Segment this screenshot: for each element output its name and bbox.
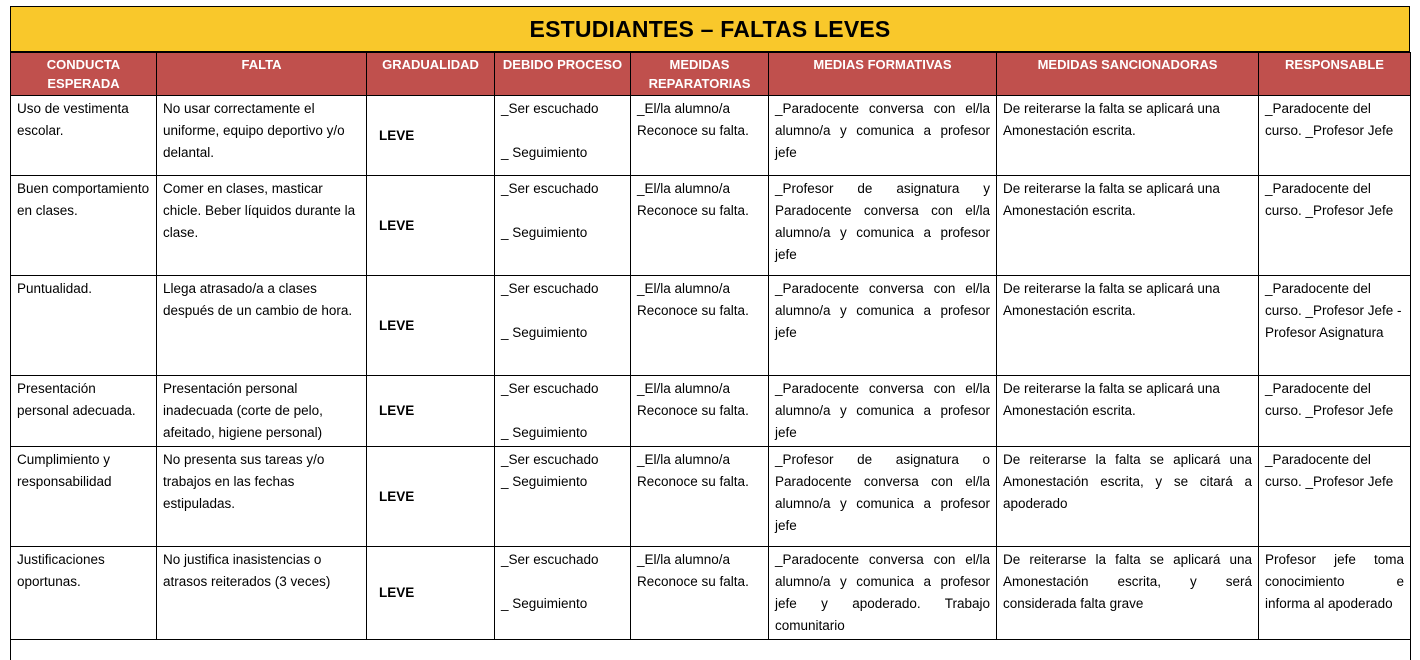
table-row bbox=[11, 447, 1411, 547]
table-row bbox=[11, 176, 1411, 276]
cell-sancionadora: De reiterarse la falta se aplicará una Amonestación escrita, y se citará a apoderado bbox=[997, 447, 1259, 547]
cell-reparatoria: _El/la alumno/a Reconoce su falta. bbox=[631, 447, 769, 547]
cell-responsable: _Paradocente del curso. _Profesor Jefe - Profesor Asignatura bbox=[1259, 276, 1411, 376]
cell-reparatoria: _El/la alumno/a Reconoce su falta. bbox=[631, 176, 769, 276]
table-row bbox=[11, 96, 1411, 176]
debido-seguimiento: _ Seguimiento bbox=[501, 474, 588, 489]
debido-escuchado: _Ser escuchado bbox=[501, 452, 599, 467]
cell-gradualidad: LEVE bbox=[367, 276, 495, 376]
header-medias-formativas: MEDIAS FORMATIVAS bbox=[769, 53, 997, 96]
header-medidas-sancionadoras: MEDIDAS SANCIONADORAS bbox=[997, 53, 1259, 96]
cell-sancionadora: De reiterarse la falta se aplicará una Amonestación escrita, y será considerada falta grave bbox=[997, 547, 1259, 640]
cell-responsable: _Paradocente del curso. _Profesor Jefe bbox=[1259, 376, 1411, 447]
cell-sancionadora: De reiterarse la falta se aplicará una Amonestación escrita. bbox=[997, 376, 1259, 447]
cell-responsable: _Paradocente del curso. _Profesor Jefe bbox=[1259, 176, 1411, 276]
debido-seguimiento: _ Seguimiento bbox=[501, 145, 588, 160]
debido-escuchado: _Ser escuchado bbox=[501, 281, 599, 296]
cell-debido-proceso bbox=[495, 176, 631, 276]
cell-gradualidad: LEVE bbox=[367, 547, 495, 640]
cell-formativa: _Paradocente conversa con el/la alumno/a y comunica a profesor jefe bbox=[769, 276, 997, 376]
debido-seguimiento: _ Seguimiento bbox=[501, 325, 588, 340]
cell-reparatoria: _El/la alumno/a Reconoce su falta. bbox=[631, 547, 769, 640]
table-row-blank bbox=[11, 640, 1411, 660]
cell-responsable: Profesor jefe toma conocimiento e informa al apoderado bbox=[1259, 547, 1411, 640]
cell-conducta: Puntualidad. bbox=[11, 276, 157, 376]
cell-debido-proceso bbox=[495, 447, 631, 547]
cell-gradualidad: LEVE bbox=[367, 176, 495, 276]
table-title: ESTUDIANTES – FALTAS LEVES bbox=[529, 15, 891, 42]
cell-formativa: _Paradocente conversa con el/la alumno/a y comunica a profesor jefe bbox=[769, 376, 997, 447]
cell-debido-proceso bbox=[495, 276, 631, 376]
header-conducta: CONDUCTA ESPERADA bbox=[11, 53, 157, 96]
cell-falta: No presenta sus tareas y/o trabajos en las fechas estipuladas. bbox=[157, 447, 367, 547]
cell-formativa: _Profesor de asignatura o Paradocente conversa con el/la alumno/a y comunica a profesor jefe bbox=[769, 447, 997, 547]
cell-responsable: _Paradocente del curso. _Profesor Jefe bbox=[1259, 96, 1411, 176]
cell-reparatoria: _El/la alumno/a Reconoce su falta. bbox=[631, 376, 769, 447]
cell-gradualidad: LEVE bbox=[367, 447, 495, 547]
cell-gradualidad: LEVE bbox=[367, 376, 495, 447]
cell-falta: No justifica inasistencias o atrasos reiterados (3 veces) bbox=[157, 547, 367, 640]
debido-seguimiento: _ Seguimiento bbox=[501, 225, 588, 240]
header-medidas-reparatorias: MEDIDAS REPARATORIAS bbox=[631, 53, 769, 96]
debido-seguimiento: _ Seguimiento bbox=[501, 596, 588, 611]
table-row bbox=[11, 376, 1411, 447]
cell-falta: Llega atrasado/a a clases después de un cambio de hora. bbox=[157, 276, 367, 376]
cell-sancionadora: De reiterarse la falta se aplicará una Amonestación escrita. bbox=[997, 276, 1259, 376]
cell-conducta: Uso de vestimenta escolar. bbox=[11, 96, 157, 176]
cell-debido-proceso bbox=[495, 96, 631, 176]
cell-falta: Presentación personal inadecuada (corte de pelo, afeitado, higiene personal) bbox=[157, 376, 367, 447]
cell-reparatoria: _El/la alumno/a Reconoce su falta. bbox=[631, 96, 769, 176]
cell-formativa: _Profesor de asignatura y Paradocente conversa con el/la alumno/a y comunica a profesor jefe bbox=[769, 176, 997, 276]
debido-seguimiento: _ Seguimiento bbox=[501, 425, 588, 440]
header-falta: FALTA bbox=[157, 53, 367, 96]
cell-conducta: Presentación personal adecuada. bbox=[11, 376, 157, 447]
cell-formativa: _Paradocente conversa con el/la alumno/a y comunica a profesor jefe bbox=[769, 96, 997, 176]
cell-sancionadora: De reiterarse la falta se aplicará una Amonestación escrita. bbox=[997, 96, 1259, 176]
table-row bbox=[11, 276, 1411, 376]
cell-formativa: _Paradocente conversa con el/la alumno/a y comunica a profesor jefe y apoderado. Trabajo comunitario bbox=[769, 547, 997, 640]
cell-conducta: Buen comportamiento en clases. bbox=[11, 176, 157, 276]
header-responsable: RESPONSABLE bbox=[1259, 53, 1411, 96]
cell-conducta: Justificaciones oportunas. bbox=[11, 547, 157, 640]
cell-falta: No usar correctamente el uniforme, equipo deportivo y/o delantal. bbox=[157, 96, 367, 176]
cell-responsable: _Paradocente del curso. _Profesor Jefe bbox=[1259, 447, 1411, 547]
cell-falta: Comer en clases, masticar chicle. Beber líquidos durante la clase. bbox=[157, 176, 367, 276]
cell-debido-proceso bbox=[495, 547, 631, 640]
cell-sancionadora: De reiterarse la falta se aplicará una Amonestación escrita. bbox=[997, 176, 1259, 276]
cell-debido-proceso bbox=[495, 376, 631, 447]
blank-cell bbox=[11, 640, 1411, 660]
cell-conducta: Cumplimiento y responsabilidad bbox=[11, 447, 157, 547]
debido-escuchado: _Ser escuchado bbox=[501, 381, 599, 396]
table-row bbox=[11, 547, 1411, 640]
header-gradualidad: GRADUALIDAD bbox=[367, 53, 495, 96]
faltas-leves-table bbox=[10, 52, 1411, 660]
debido-escuchado: _Ser escuchado bbox=[501, 552, 599, 567]
cell-gradualidad: LEVE bbox=[367, 96, 495, 176]
debido-escuchado: _Ser escuchado bbox=[501, 101, 599, 116]
table-title-bar bbox=[10, 6, 1410, 52]
header-row bbox=[11, 53, 1411, 96]
cell-reparatoria: _El/la alumno/a Reconoce su falta. bbox=[631, 276, 769, 376]
header-debido-proceso: DEBIDO PROCESO bbox=[495, 53, 631, 96]
debido-escuchado: _Ser escuchado bbox=[501, 181, 599, 196]
